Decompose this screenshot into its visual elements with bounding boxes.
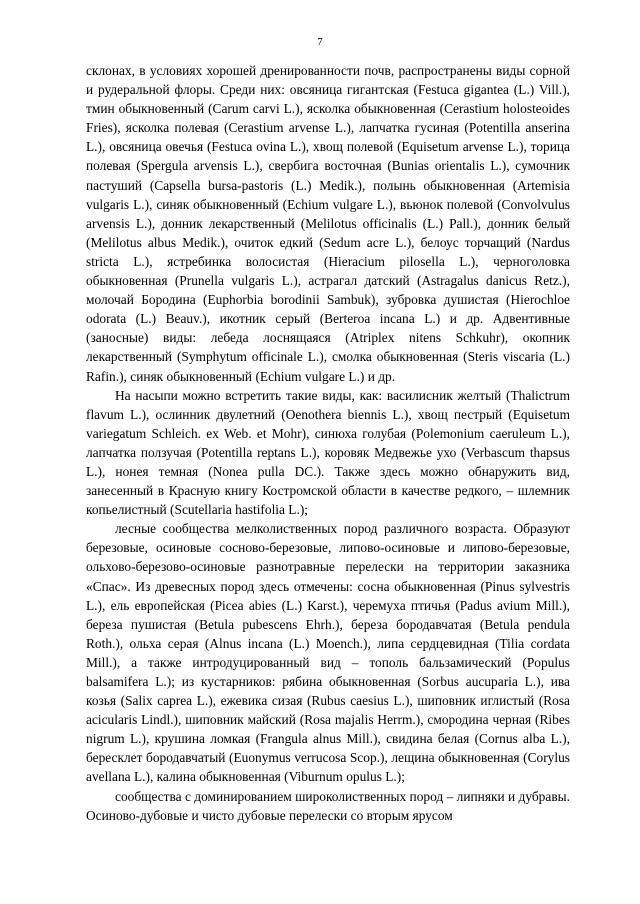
paragraph-flora-weeds: склонах, в условиях хорошей дренированности почв, распространены виды сорной и рудеральной флоры. Среди них: овсяница гигантская (Festuca gigantea (L.) Vill.), тмин обыкновенный (Carum carvi L.), ясколка обыкновенная (Cerastium holosteoides Fries), ясколка полевая (Cerastium arvense L.), лапчатка гусиная (Potentilla anserina L.), овсяница овечья (Festuca ovina L.), хвощ полевой (Equisetum arvense L.), торица полевая (Spergula arvensis L.), свербига восточная (Bunias orientalis L.), сумочник пастуший (Capsella bursa-pastoris (L.) Medik.), полынь обыкновенная (Artemisia vulgaris L.), синяк обыкновенный (Echium vulgare L.), вьюнок полевой (Convolvulus arvensis L.), донник лекарственный (Melilotus officinalis (L.) Pall.), донник белый (Melilotus albus Medik.), очиток едкий (Sedum acre L.), белоус торчащий (Nardus stricta L.), ястребинка волосистая (Hieracium pilosella L.), черноголовка обыкновенная (Prunella vulgaris L.), астрагал датский (Astragalus danicus Retz.), молочай Бородина (Euphorbia borodinii Sambuk), зубровка душистая (Hierochloe odorata (L.) Beauv.), икотник серый (Berteroa incana L.) и др. Адвентивные (заносные) виды: лебеда лоснящаяся (Atriplex nitens Schkuhr), окопник лекарственный (Symphytum officinale L.), смолка обыкновенная (Steris viscaria (L.) Rafin.), синяк обыкновенный (Echium vulgare L.) и др. [86,63,570,384]
page-number: 7 [317,36,323,48]
paragraph-broad-leaved-forests: сообщества с доминированием широколиственных пород – липняки и дубравы. Осиново-дубовые и чисто дубовые перелески со вторым ярусом [86,788,570,823]
paragraph-small-leaved-forests: лесные сообщества мелколиственных пород различного возраста. Образуют березовые, осиновые сосново-березовые, липово-осиновые и липово-березовые, ольхово-березово-осиновые разнотравные перелески на территории заказника «Спас». Из древесных пород здесь отмечены: сосна обыкновенная (Pinus sylvestris L.), ель европейская (Picea abies (L.) Karst.), черемуха птичья (Padus avium Mill.), береза пушистая (Betula pubescens Ehrh.), береза бородавчатая (Betula pendula Roth.), ольха серая (Alnus incana (L.) Moench.), липа сердцевидная (Tilia cordata Mill.), а также интродуцированный вид – тополь бальзамический (Populus balsamifera L.); из кустарников: рябина обыкновенная (Sorbus aucuparia L.), ива козья (Salix caprea L.), ежевика сизая (Rubus caesius L.), шиповник иглистый (Rosa acicularis Lindl.), шиповник майский (Rosa majalis Herrm.), смородина черная (Ribes nigrum L.), крушина ломкая (Frangula alnus Mill.), свидина белая (Cornus alba L.), бересклет бородавчатый (Euonymus verrucosa Scop.), лещина обыкновенная (Corylus avellana L.), калина обыкновенная (Viburnum opulus L.); [86,521,570,785]
paragraph-embankment-species: На насыпи можно встретить такие виды, как: василисник желтый (Thalictrum flavum L.), ослинник двулетний (Oenothera biennis L.), хвощ пестрый (Equisetum variegatum Schleich. ex Web. et Mohr), синюха голубая (Polemonium caeruleum L.), лапчатка ползучая (Potentilla reptans L.), коровяк Медвежье ухо (Verbascum thapsus L.), нонея темная (Nonea pulla DC.). Также здесь можно обнаружить вид, занесенный в Красную книгу Костромской области в качестве редкого, – шлемник копьелистный (Scutellaria hastifolia L.); [86,387,570,518]
document-body [86,61,570,825]
